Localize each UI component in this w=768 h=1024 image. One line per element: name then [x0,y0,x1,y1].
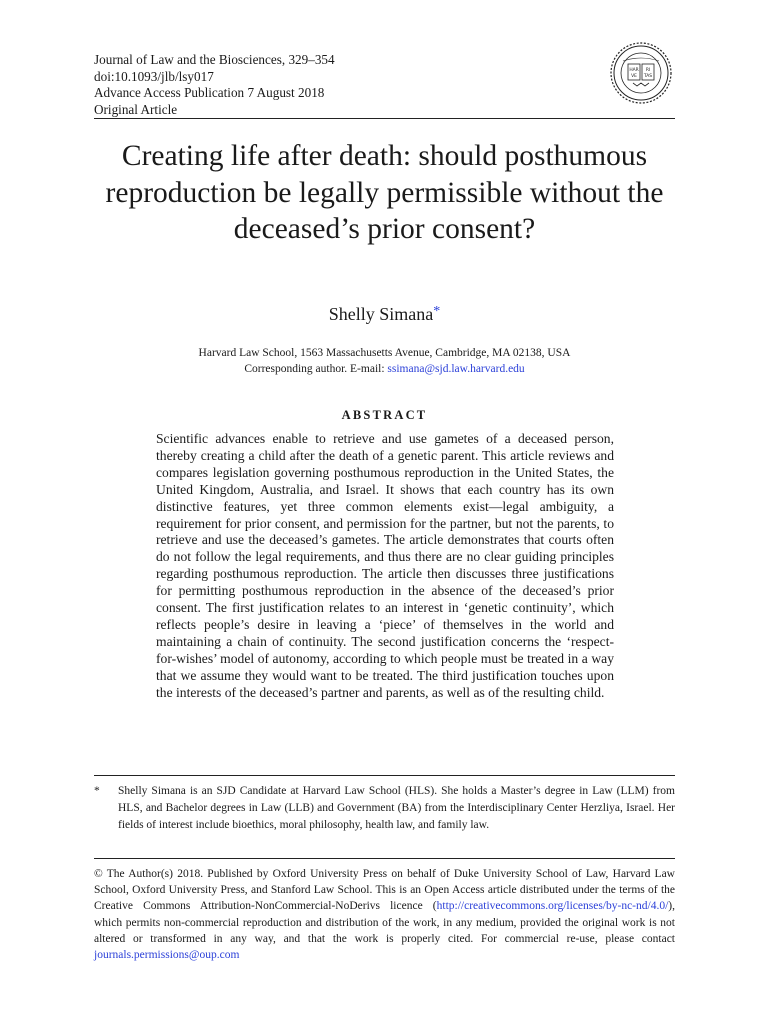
seal-book-left-2: VE [631,74,637,79]
seal-book-right-2: TAS [643,74,653,79]
license-notice [94,866,675,963]
author-footnote [94,783,675,834]
abstract-heading: ABSTRACT [341,408,428,422]
corresponding-author [94,362,675,378]
author-email-link[interactable]: ssimana@sjd.law.harvard.edu [387,362,525,375]
corresponding-label: Corresponding author. E-mail: [244,362,388,375]
seal-book-left: HAR [629,68,639,73]
author-name: Shelly Simana [328,304,434,324]
author-line [94,300,675,326]
license-text-1: © The Author(s) 2018. Published by Oxford University Press on behalf of Duke University School of Law, Harvard Law School, Oxford University Press, and Stanford Law School. This is an Open Access article distributed under the terms of the Creative Commons Attribution-NonCommercial-NoDerivs licence ( [94,868,675,913]
footnote-text: Shelly Simana is an SJD Candidate at Harvard Law School (HLS). She holds a Master’s degree in Law (LLM) from HLS, and Bachelor degrees in Law (LLB) and Government (BA) from the Interdisciplinary Center Herzliya, Israel. Her fields of interest include bioethics, moral philosophy, health law, and family law. [118,785,675,831]
publication-date: Advance Access Publication 7 August 2018 [94,85,325,100]
article-title: Creating life after death: should posthumous reproduction be legally permissible without the deceased’s prior consent? [105,140,664,245]
seal-book-right: RI [645,68,651,73]
affiliation [94,346,675,377]
abstract-body: Scientific advances enable to retrieve and use gametes of a deceased person, thereby creating a child after the death of a genetic parent. This article reviews and compares legislation governing posthumous reproduction in the United States, the United Kingdom, Australia, and Israel. It shows that each country has its own distinctive features, yet three common elements exist—legal ambiguity, a requirement for prior consent, and permission for the partner, but not the parents, to retrieve and use the deceased’s gametes. The article demonstrates that courts often do not follow the legal requirements, and thus there are no clear guiding principles regarding posthumous reproduction. The article then discusses three justifications for permitting posthumous reproduction in the absence of the deceased’s prior consent. The first justification relates to an interest in ‘genetic continuity’, which reflects people’s desire in leaving a ‘piece’ of themselves in the world and maintaining a chain of continuity. The second justification concerns the ‘respect-for-wishes’ model of autonomy, according to which people must be treated in a way that we assume they would want to be treated. The third justification touches upon the interests of the deceased’s partner and parents, as well as of the resulting child. [156,431,614,700]
journal-info [94,52,335,118]
footnote-marker: * [94,785,100,797]
university-seal-icon [609,41,673,105]
author-footnote-link[interactable]: * [433,304,441,319]
license-url-link[interactable]: http://creativecommons.org/licenses/by-nc-nd/4.0/ [436,900,669,913]
permissions-email-link[interactable]: journals.permissions@oup.com [94,949,240,962]
journal-citation: Journal of Law and the Biosciences, 329–354 [94,52,335,67]
doi: doi:10.1093/jlb/lsy017 [94,68,214,84]
article-type: Original Article [94,101,178,117]
license-rule [94,858,675,859]
affiliation-address: Harvard Law School, 1563 Massachusetts Avenue, Cambridge, MA 02138, USA [198,347,571,359]
header-rule [94,118,675,119]
footnote-rule [94,775,675,776]
license-text-2: ), which permits non-commercial reproduction and distribution of the work, in any medium, provided the original work is not altered or transformed in any way, and that the work is properly cited. For commercial re-use, please contact [94,900,675,945]
